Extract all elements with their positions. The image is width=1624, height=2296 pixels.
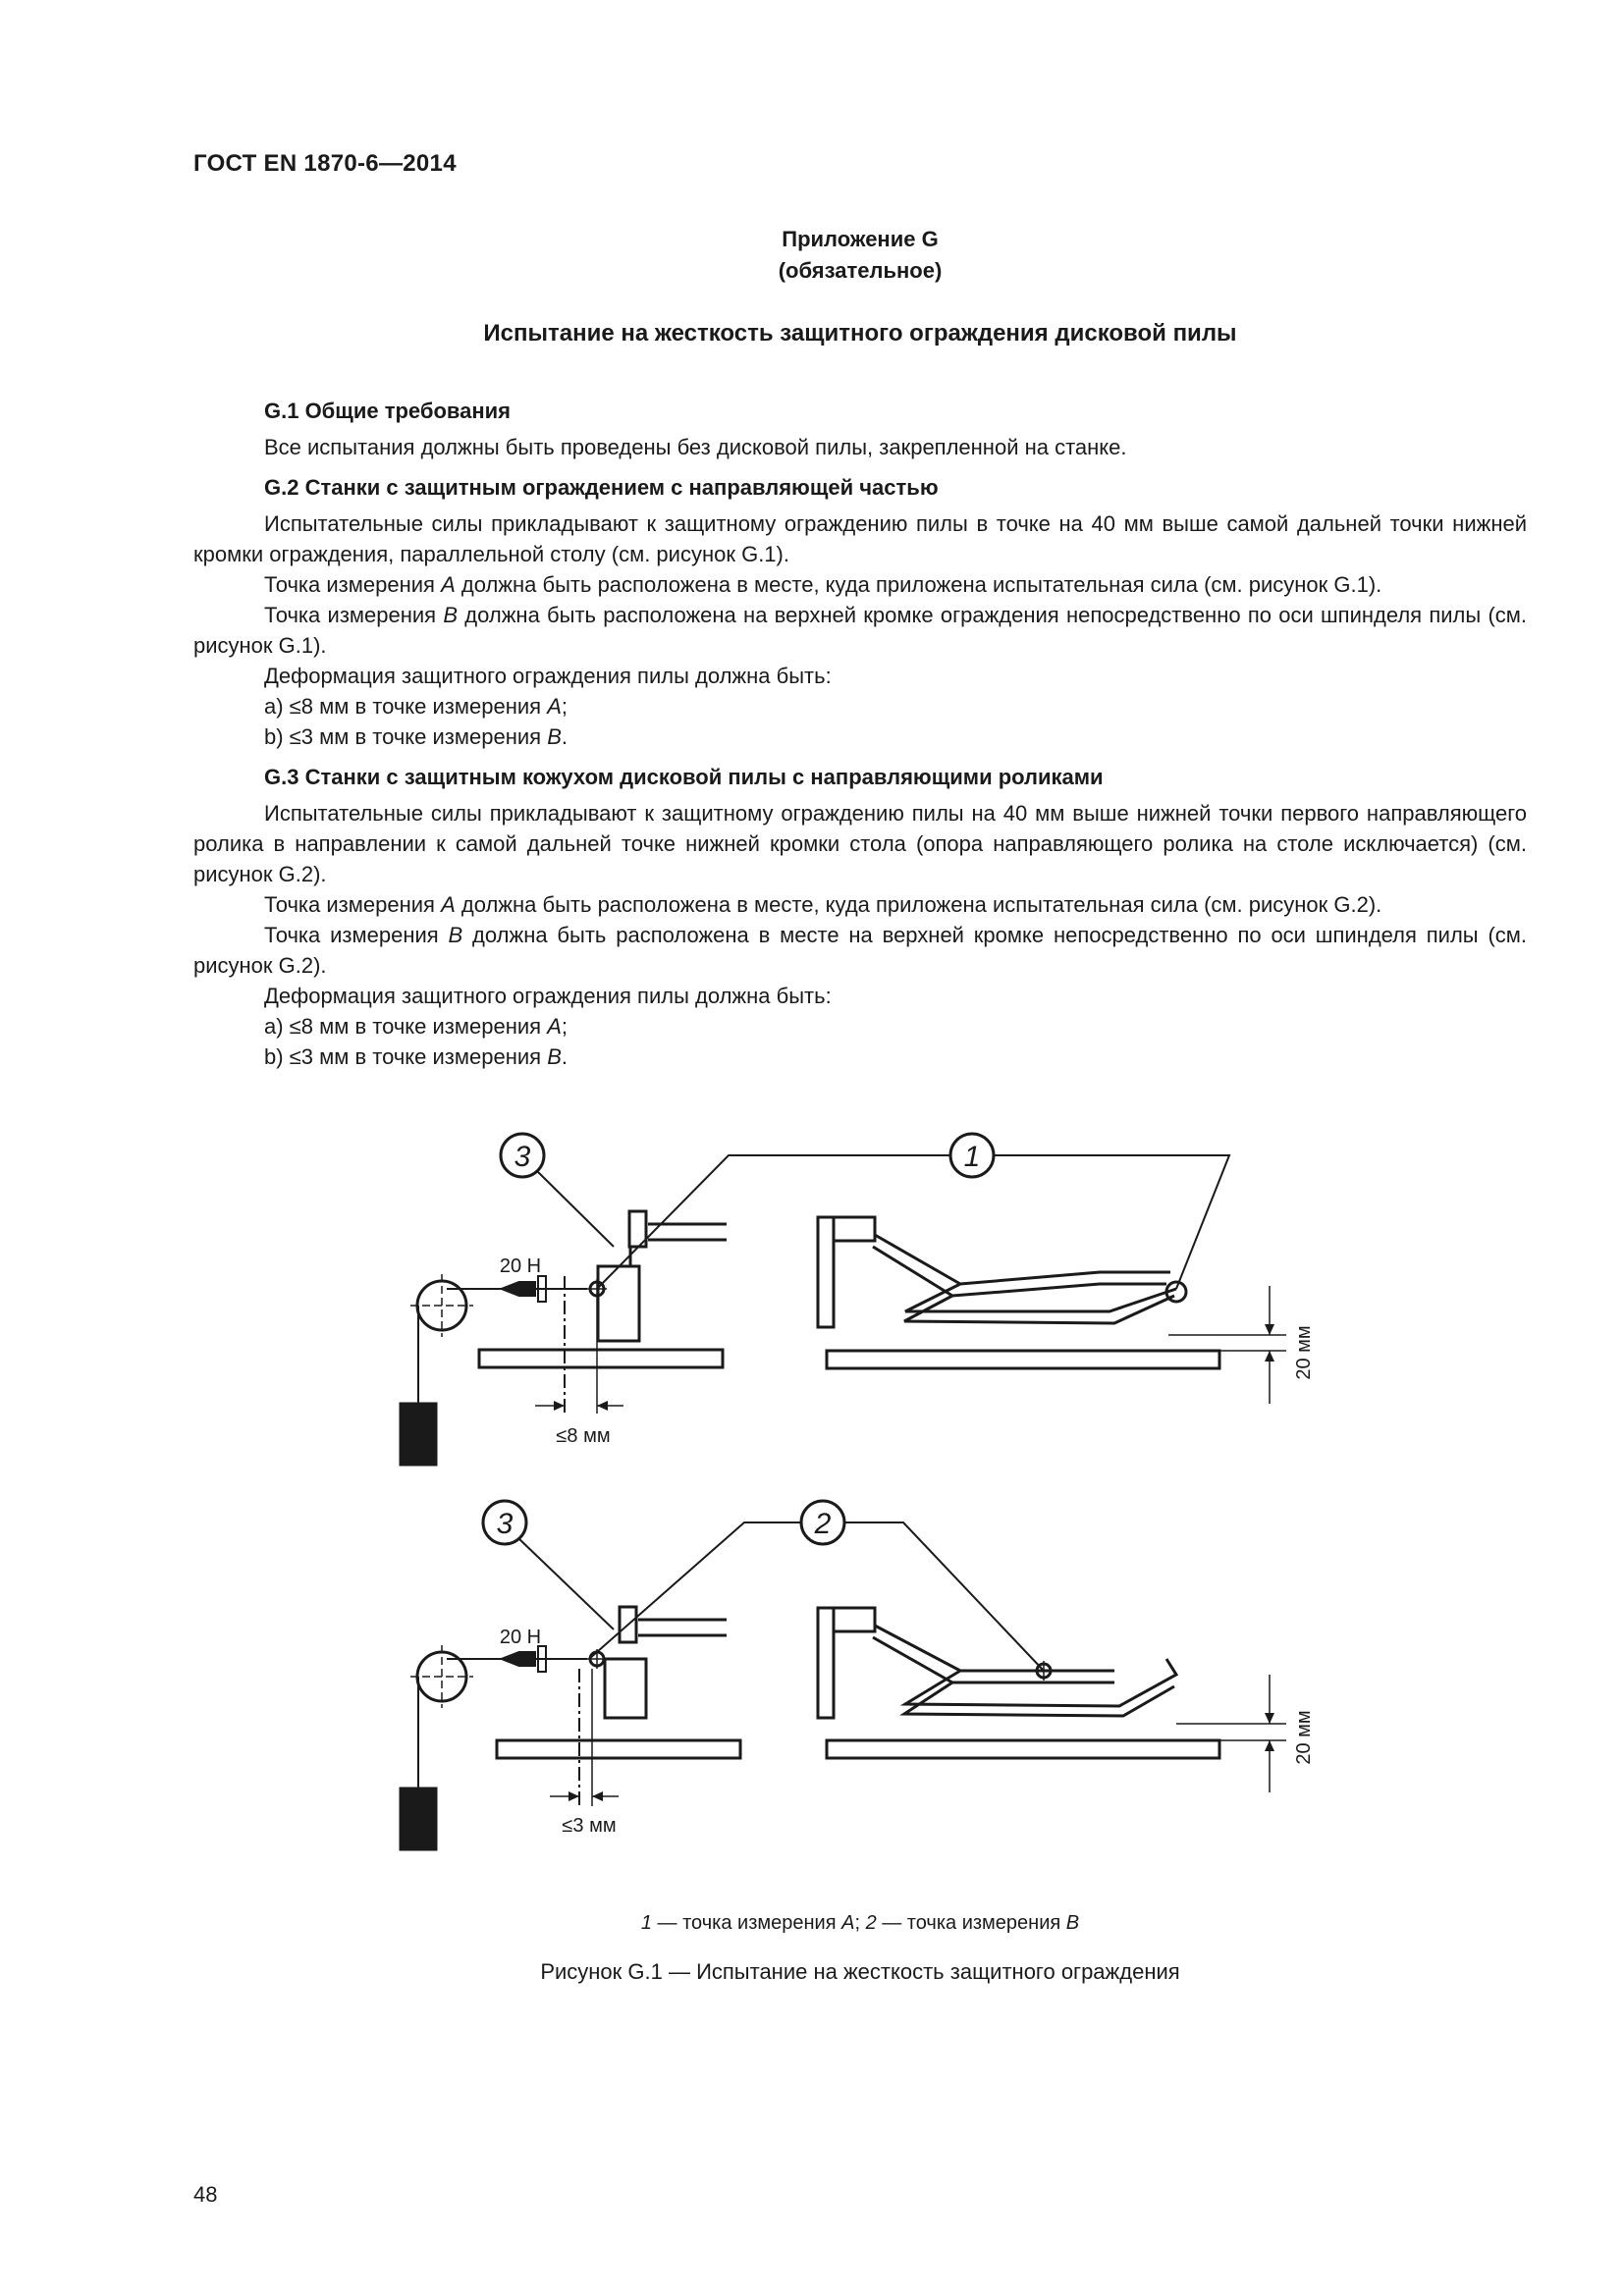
machine-support [818, 1608, 834, 1718]
weight [401, 1789, 436, 1849]
machine-table [497, 1740, 740, 1758]
height-label-bottom: 20 мм [1293, 1710, 1315, 1765]
leader-line [844, 1522, 1044, 1671]
force-label-top: 20 Н [499, 1255, 542, 1277]
guard-rail [638, 1620, 727, 1635]
section-g2-paragraph-3: Точка измерения В должна быть расположена на верхней кромке ограждения непосредственно по оси шпинделя пилы (см. рисунок G.1). [193, 603, 1528, 658]
section-g3-list-item-b: b) ≤3 мм в точке измерения B. [264, 1044, 568, 1069]
machine-table [479, 1350, 723, 1367]
leader-line [537, 1171, 614, 1247]
annex-title: Приложение G [782, 227, 939, 251]
force-clamp [501, 1282, 518, 1296]
section-g2-paragraph-1: Испытательные силы прикладывают к защитному ограждению пилы в точке на 40 мм выше самой дальней точки нижней кромки ограждения, параллельной столу (см. рисунок G.1). [193, 511, 1527, 566]
machine-table [827, 1351, 1219, 1368]
deflection-label-top: ≤8 мм [556, 1425, 611, 1447]
machine-arm-head [834, 1217, 875, 1241]
figure-legend: 1 — точка измерения А; 2 — точка измерения В [640, 1912, 1080, 1934]
machine-arm-head [834, 1608, 875, 1631]
figure-g1 [383, 1109, 1315, 1865]
section-g3-title: G.3 Станки с защитным кожухом дисковой пилы с направляющими роликами [264, 765, 1104, 789]
guard-profile [875, 1626, 1114, 1671]
section-g3-paragraph-3: Точка измерения В должна быть расположена в месте на верхней кромке непосредственно по оси шпинделя пилы (см. рисунок G.2). [193, 923, 1528, 978]
section-g3-paragraph-2: Точка измерения А должна быть расположена в месте, куда приложена испытательная сила (см. рисунок G.2). [264, 892, 1382, 917]
section-g2-list-item-b: b) ≤3 мм в точке измерения B. [264, 724, 568, 749]
section-g1-paragraph: Все испытания должны быть проведены без дисковой пилы, закрепленной на станке. [264, 435, 1127, 459]
weight [401, 1404, 436, 1465]
section-g2-paragraph-2: Точка измерения А должна быть расположена в месте, куда приложена испытательная сила (см. рисунок G.1). [264, 572, 1382, 597]
leader-line [518, 1538, 614, 1629]
callout-label-3-bottom: 3 [496, 1508, 514, 1540]
section-g3-paragraph-4: Деформация защитного ограждения пилы должна быть: [264, 984, 832, 1008]
leader-line [994, 1155, 1229, 1289]
section-g1-title: G.1 Общие требования [264, 399, 512, 423]
section-g2-paragraph-4: Деформация защитного ограждения пилы должна быть: [264, 664, 832, 688]
callout-label-3-top: 3 [514, 1141, 531, 1173]
callout-label-1-top: 1 [963, 1141, 981, 1173]
guard-lower-edge [904, 1296, 1174, 1323]
deflection-label-bottom: ≤3 мм [562, 1815, 617, 1837]
machine-support [818, 1217, 834, 1327]
section-g3-list-item-a: a) ≤8 мм в точке измерения А; [264, 1014, 568, 1039]
guard-body [598, 1247, 630, 1266]
guard-body [605, 1659, 646, 1718]
force-clamp [501, 1652, 518, 1666]
section-g3-paragraph-1: Испытательные силы прикладывают к защитному ограждению пилы на 40 мм выше нижней точки первого направляющего ролика в направлении к самой дальней точке нижней кромки стола (опора направляющего ролика на столе исключается) (см. рисунок G.2). [193, 801, 1527, 886]
document-header: ГОСТ EN 1870-6—2014 [193, 150, 457, 177]
document-body [193, 396, 1527, 1072]
guard-body [598, 1266, 639, 1341]
section-g2-list-item-a: a) ≤8 мм в точке измерения А; [264, 694, 568, 719]
force-label-bottom: 20 Н [499, 1627, 542, 1648]
annex-status: (обязательное) [778, 258, 943, 283]
section-g2-title: G.2 Станки с защитным ограждением с направляющей частью [264, 475, 939, 500]
leader-line [597, 1155, 950, 1289]
figure-caption: Рисунок G.1 — Испытание на жесткость защитного ограждения [540, 1959, 1180, 1984]
top-diagram [401, 1134, 1315, 1465]
bottom-diagram [401, 1501, 1315, 1849]
height-label-top: 20 мм [1293, 1325, 1315, 1380]
machine-table [827, 1740, 1219, 1758]
page-number: 48 [193, 2182, 218, 2207]
callout-label-2-bottom: 2 [814, 1508, 832, 1540]
annex-heading: Испытание на жесткость защитного ограждения дисковой пилы [483, 320, 1237, 347]
